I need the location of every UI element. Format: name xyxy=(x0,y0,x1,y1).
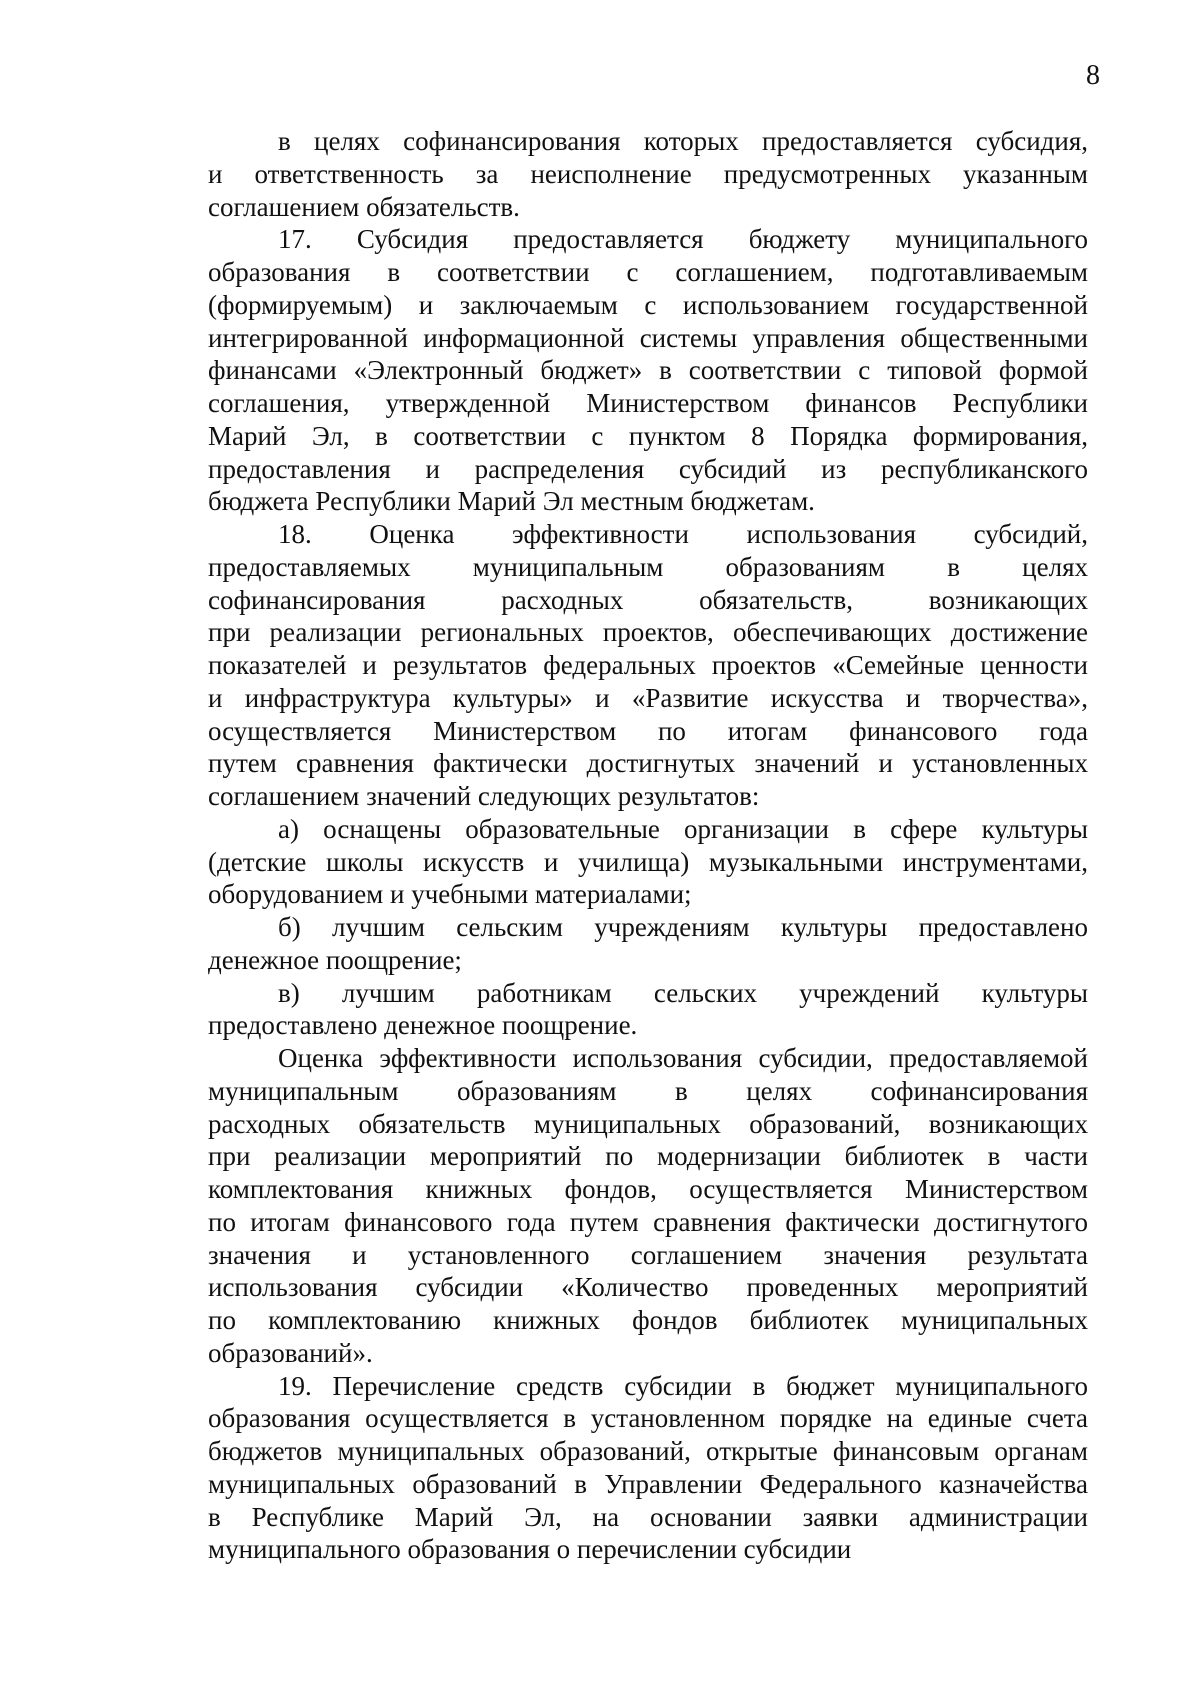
text-line: а) оснащены образовательные организации в сфере культуры xyxy=(278,813,1088,844)
text-line: при реализации региональных проектов, обеспечивающих достижение xyxy=(208,617,1088,648)
text-line: путем сравнения фактически достигнутых значений и установленных xyxy=(208,748,1088,779)
text-line: и инфраструктура культуры» и «Развитие искусства и творчества», xyxy=(208,682,1088,713)
text-line: муниципальных образований в Управлении Федерального казначейства xyxy=(208,1468,1088,1499)
page-number: 8 xyxy=(1086,60,1100,91)
text-line: финансами «Электронный бюджет» в соответствии с типовой формой xyxy=(208,355,1088,386)
text-line: соглашением значений следующих результатов: xyxy=(208,781,760,811)
text-line: в) лучшим работникам сельских учреждений культуры xyxy=(278,977,1088,1008)
text-line: (формируемым) и заключаемым с использованием государственной xyxy=(208,289,1088,320)
text-line: по комплектованию книжных фондов библиотек муниципальных xyxy=(208,1305,1088,1335)
text-line: муниципального образования о перечислении субсидии xyxy=(208,1534,852,1565)
text-line: (детские школы искусств и училища) музыкальными инструментами, xyxy=(208,846,1088,877)
text-line: б) лучшим сельским учреждениям культуры предоставлено xyxy=(278,912,1088,942)
text-line: предоставляемых муниципальным образованиям в целях xyxy=(208,551,1088,582)
document-body xyxy=(208,125,1088,1566)
text-line: и ответственность за неисполнение предусмотренных указанным xyxy=(208,158,1088,189)
paragraph-item-19 xyxy=(208,1370,1088,1567)
text-line: предоставлено денежное поощрение. xyxy=(208,1010,638,1041)
text-line: соглашения, утвержденной Министерством финансов Республики xyxy=(208,388,1088,418)
paragraph-item-18-v xyxy=(208,977,1088,1043)
text-line: 19. Перечисление средств субсидии в бюджет муниципального xyxy=(278,1370,1088,1401)
text-line: в Республике Марий Эл, на основании заявки администрации xyxy=(208,1501,1088,1532)
text-line: использования субсидии «Количество проведенных мероприятий xyxy=(208,1272,1088,1303)
text-line: 18. Оценка эффективности использования субсидий, xyxy=(278,519,1088,549)
text-line: осуществляется Министерством по итогам финансового года xyxy=(208,715,1088,746)
text-line: бюджета Республики Марий Эл местным бюджетам. xyxy=(208,486,815,517)
text-line: расходных обязательств муниципальных образований, возникающих xyxy=(208,1108,1088,1139)
text-line: бюджетов муниципальных образований, открытые финансовым органам xyxy=(208,1436,1088,1466)
text-line: по итогам финансового года путем сравнения фактически достигнутого xyxy=(208,1206,1088,1237)
text-line: софинансирования расходных обязательств, возникающих xyxy=(208,584,1088,615)
text-line: комплектования книжных фондов, осуществляется Министерством xyxy=(208,1174,1088,1204)
paragraph-item-18-a xyxy=(208,813,1088,911)
text-line: муниципальным образованиям в целях софинансирования xyxy=(208,1075,1088,1106)
text-line: в целях софинансирования которых предоставляется субсидия, xyxy=(278,126,1088,156)
text-line: образований». xyxy=(208,1337,373,1368)
text-line: Марий Эл, в соответствии с пунктом 8 Порядка формирования, xyxy=(208,420,1088,451)
text-line: интегрированной информационной системы управления общественными xyxy=(208,322,1088,353)
text-line: Оценка эффективности использования субсидии, предоставляемой xyxy=(278,1043,1088,1073)
text-line: образования в соответствии с соглашением, подготавливаемым xyxy=(208,257,1088,287)
paragraph-item-18-b xyxy=(208,911,1088,977)
text-line: значения и установленного соглашением значения результата xyxy=(208,1239,1088,1270)
paragraph-evaluation xyxy=(208,1042,1088,1370)
text-line: соглашением обязательств. xyxy=(208,191,520,222)
text-line: образования осуществляется в установленном порядке на единые счета xyxy=(208,1403,1088,1434)
text-line: 17. Субсидия предоставляется бюджету муниципального xyxy=(278,224,1088,255)
paragraph-item-17 xyxy=(208,223,1088,518)
text-line: при реализации мероприятий по модернизации библиотек в части xyxy=(208,1141,1088,1172)
text-line: денежное поощрение; xyxy=(208,944,462,975)
paragraph-continuation xyxy=(208,125,1088,223)
text-line: предоставления и распределения субсидий из республиканского xyxy=(208,453,1088,484)
text-line: показателей и результатов федеральных проектов «Семейные ценности xyxy=(208,650,1088,680)
paragraph-item-18 xyxy=(208,518,1088,813)
text-line: оборудованием и учебными материалами; xyxy=(208,879,692,910)
